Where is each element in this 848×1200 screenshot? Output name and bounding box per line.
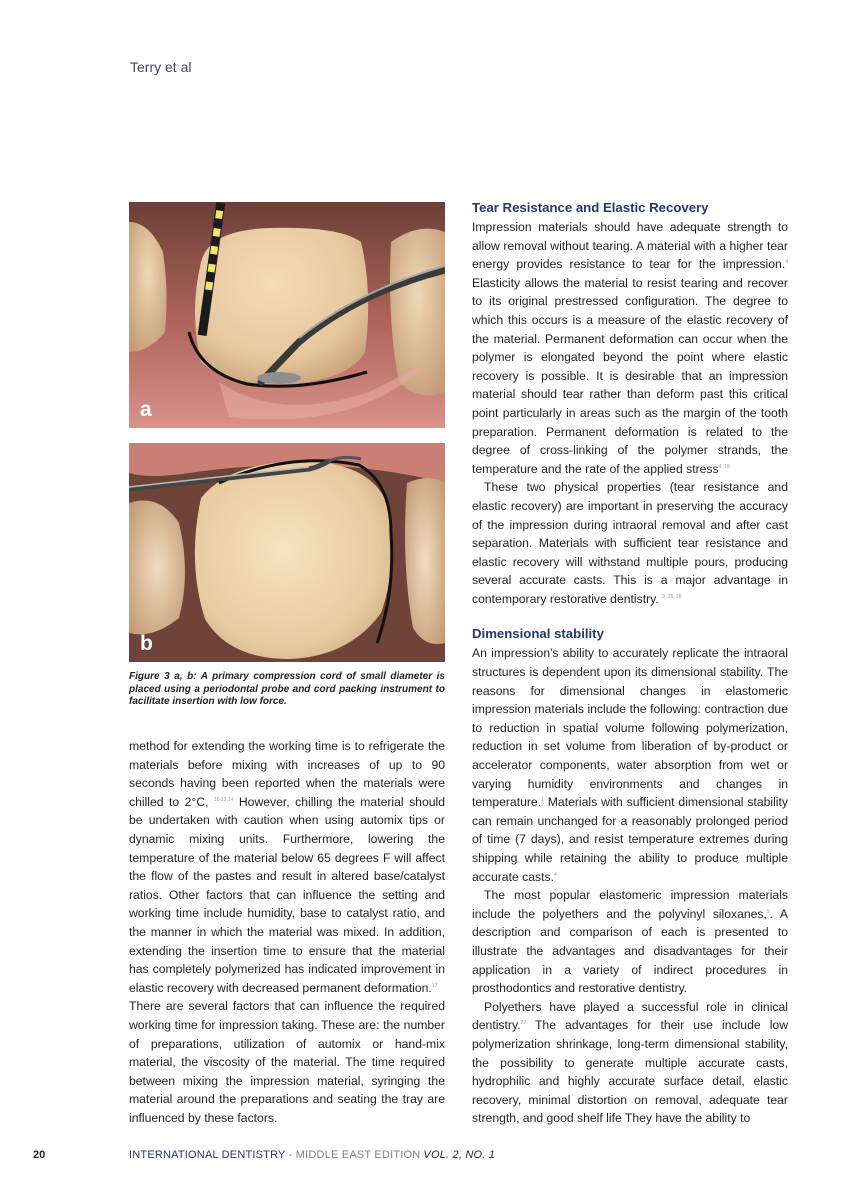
figure-3a-photo <box>129 202 445 428</box>
figure-3b-illustration <box>129 443 445 662</box>
body-paragraph <box>472 218 788 478</box>
reference-superscript: 4 <box>785 259 788 266</box>
reference-superscript: 1 <box>541 797 544 804</box>
paragraph-text: . A description and comparison of each is presented to illustrate the advantages and disadvantages for their application in a variety of indirect procedures in prosthodontics and restorative dentistry. <box>472 906 788 996</box>
reference-superscript: 4 <box>553 871 557 878</box>
right-text-column <box>472 198 788 1128</box>
journal-name: INTERNATIONAL DENTISTRY <box>129 1149 286 1161</box>
paragraph-text: The most popular elastomeric impression materials include the polyethers and the polyvinyl siloxanes, <box>472 888 788 921</box>
figure-3a-illustration <box>129 202 445 428</box>
reference-superscript: 9, 25, 26 <box>662 593 682 600</box>
reference-superscript: 5 <box>766 908 770 915</box>
journal-separator: - <box>285 1149 296 1161</box>
paragraph-text: Polyethers have played a successful role in clinical dentistry. <box>472 999 788 1033</box>
figure-label-a: a <box>140 398 152 421</box>
section-heading-dimensional-stability: Dimensional stability <box>472 626 604 642</box>
body-paragraph <box>472 644 788 886</box>
figure-caption: Figure 3 a, b: A primary compression cord of small diameter is placed using a periodontal probe and cord packing instrument to facilitate insertion with low force. <box>129 671 445 707</box>
paragraph-text: An impression's ability to accurately replicate the intraoral structures is dependent upon its dimensional stability. The reasons for dimensional changes in elastomeric impression materials include the following: contraction due to reduction in spatial volume following polymerization, reduction in set volume from liberation of by-product or accelerator components, water absorption from wet or varying humidity environments and changes in temperature. <box>472 646 788 810</box>
section-heading-tear-resistance: Tear Resistance and Elastic Recovery <box>472 200 709 215</box>
body-paragraph: There are several factors that can influence the required working time for impression taking. These are: the number of preparations, utilization of automix or hand-mix material, the viscosity of the material. The time required between mixing the impression material, syringing the material around the preparations and seating the tray are influenced by these factors. <box>129 999 445 1125</box>
paragraph-text: Materials with sufficient dimensional stability can remain unchanged for a reasonably prolonged period of time (7 days), and resist temperature extremes during shipping while retaining the ability to produce multiple accurate casts. <box>472 795 788 884</box>
journal-volume: VOL. 2, NO. 1 <box>423 1149 496 1161</box>
journal-edition: MIDDLE EAST EDITION <box>295 1149 421 1161</box>
left-text-column <box>129 737 445 1127</box>
paragraph-text: However, chilling the material should be undertaken with caution when using automix tips or dynamic mixing units. Furthermore, lowering the temperature of the material below 65 degrees F will affect the flow of the pastes and result in altered base/catalyst ratios. Other factors that can influence the setting and working time include humidity, base to catalyst ratio, and the manner in which the material was mixed. In addition, extending the insertion time to ensure that the material has completely polymerized has indicated improvement in elastic recovery with decreased permanent deformation. <box>129 794 445 995</box>
paragraph-text: The advantages for their use include low polymerization shrinkage, long-term dimensional stability, the possibility to generate multiple accurate casts, hydrophilic and highly accurate surface detail, elastic recovery, minimal distortion on removal, adequate tear strength, and good shelf life They have the ability to <box>472 1018 788 1126</box>
paragraph-text: Impression materials should have adequate strength to allow removal without tearing. A material with a higher tear energy provides resistance to tear for the impression. <box>472 220 788 272</box>
body-paragraph <box>472 998 788 1128</box>
reference-superscript: 17 <box>431 982 438 989</box>
journal-title <box>129 1149 495 1161</box>
paragraph-text: Elasticity allows the material to resist tearing and recover to its original prestressed configuration. The degree to which this occurs is a measure of the elastic recovery of the material. Permanent deformation can occur when the polymer is elongated beyond the point where elastic recovery is possible. It is desirable that an impression material should tear rather than deform past this critical point particularly in areas such as the margin of the tooth preparation. Permanent deformation is related to the degree of cross-linking of the polymer strands, the temperature and the rate of the applied stress <box>472 275 788 476</box>
body-paragraph <box>129 737 445 997</box>
running-header-author: Terry et al <box>130 59 192 75</box>
paragraph-text: method for extending the working time is to refrigerate the materials before mixing with increases of up to 90 seconds having been reported when the materials were chilled to 2°C, <box>129 739 445 809</box>
figure-label-b: b <box>140 632 153 655</box>
reference-superscript: 4, 18 <box>718 463 730 470</box>
reference-superscript: 10,13,14 <box>213 796 234 803</box>
paragraph-text: These two physical properties (tear resistance and elastic recovery) are important in preserving the accuracy of the impression during intraoral removal and after cast separation. Materials with sufficient tear resistance and elastic recovery will withstand multiple pours, producing several accurate casts. This is a major advantage in contemporary restorative dentistry. <box>472 480 788 606</box>
body-paragraph <box>472 886 788 998</box>
reference-superscript: 27 <box>520 1020 527 1027</box>
page-number: 20 <box>33 1149 46 1161</box>
body-paragraph <box>472 478 788 608</box>
figure-3b-photo <box>129 443 445 662</box>
